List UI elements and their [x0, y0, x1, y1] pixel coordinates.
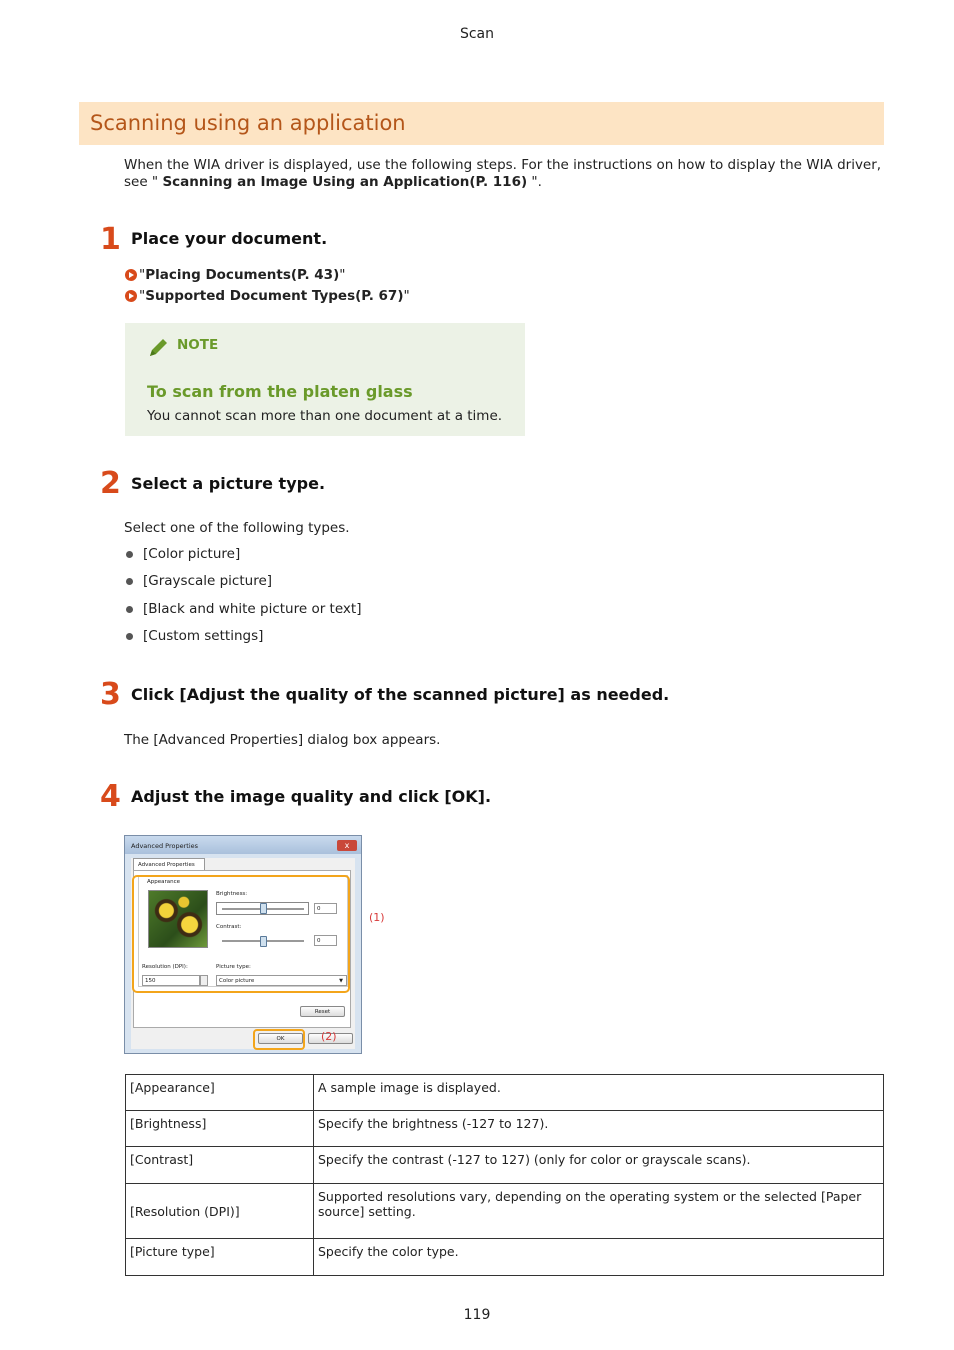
table-row — [126, 1111, 884, 1147]
quote-close: " — [403, 288, 410, 304]
list-item — [126, 601, 361, 617]
section-heading-band — [79, 102, 884, 145]
callout-1: (1) — [369, 911, 385, 924]
link-supported-document-types[interactable] — [125, 288, 410, 304]
note-heading: To scan from the platen glass — [147, 382, 413, 401]
table-value: Specify the contrast (-127 to 127) (only for color or grayscale scans). — [314, 1147, 884, 1184]
step-title: Adjust the image quality and click [OK]. — [131, 787, 492, 806]
close-icon[interactable]: x — [337, 840, 357, 851]
brightness-label: Brightness: — [216, 891, 248, 897]
table-value: Specify the brightness (-127 to 127). — [314, 1111, 884, 1147]
table-value: A sample image is displayed. — [314, 1075, 884, 1111]
highlight-appearance — [132, 875, 350, 993]
quote-close: " — [339, 267, 346, 283]
table-key: [Picture type] — [126, 1239, 314, 1276]
table-row — [126, 1147, 884, 1184]
properties-table — [125, 1074, 884, 1276]
arrow-right-circle-icon — [125, 269, 137, 281]
dialog-title: Advanced Properties — [131, 842, 199, 850]
dialog-titlebar — [125, 836, 361, 854]
resolution-field[interactable]: 150 — [142, 975, 200, 986]
table-value: Supported resolutions vary, depending on the operating system or the selected [Paper source] setting. — [314, 1184, 884, 1239]
tab-advanced-properties[interactable]: Advanced Properties — [133, 858, 205, 870]
picture-type-label: Picture type: — [216, 964, 251, 970]
highlight-ok — [253, 1029, 305, 1050]
table-value: Specify the color type. — [314, 1239, 884, 1276]
picture-type-value: Color picture — [219, 978, 255, 984]
step2-intro: Select one of the following types. — [124, 520, 350, 536]
list-item-text: [Color picture] — [143, 546, 241, 562]
quote-open: " — [139, 267, 146, 283]
table-key: [Brightness] — [126, 1111, 314, 1147]
bullet-icon — [126, 551, 133, 558]
contrast-label: Contrast: — [216, 924, 242, 930]
bullet-icon — [126, 606, 133, 613]
note-label: NOTE — [177, 337, 219, 353]
intro-text: When the WIA driver is displayed, use the following steps. For the instructions on how to display the WIA driver, see " — [124, 157, 882, 190]
bullet-icon — [126, 578, 133, 585]
table-key: [Resolution (DPI)] — [126, 1184, 314, 1239]
list-item-text: [Black and white picture or text] — [143, 601, 362, 617]
quote-open: " — [139, 288, 146, 304]
reset-button[interactable]: Reset — [300, 1006, 345, 1017]
step-title: Click [Adjust the quality of the scanned picture] as needed. — [131, 685, 670, 704]
intro-link[interactable]: Scanning an Image Using an Application(P. 116) — [162, 174, 528, 190]
step-number: 3 — [100, 677, 121, 712]
pencil-icon — [147, 335, 171, 359]
note-body: You cannot scan more than one document at a time. — [147, 408, 503, 424]
table-row — [126, 1184, 884, 1239]
step3-text: The [Advanced Properties] dialog box appears. — [124, 732, 441, 748]
callout-2: (2) — [321, 1030, 337, 1043]
bullet-icon — [126, 633, 133, 640]
step-number: 2 — [100, 466, 121, 501]
section-title: Scanning using an application — [90, 111, 406, 135]
step-title: Place your document. — [131, 229, 328, 248]
list-item — [126, 628, 263, 644]
list-item — [126, 573, 272, 589]
appearance-label: Appearance — [147, 879, 181, 885]
intro-paragraph — [124, 157, 884, 191]
list-item — [126, 546, 240, 562]
table-key: [Contrast] — [126, 1147, 314, 1184]
intro-text-end: ". — [527, 174, 542, 190]
step-number: 1 — [100, 222, 121, 257]
page-number: 119 — [463, 1307, 491, 1323]
table-row — [126, 1239, 884, 1276]
contrast-value-field[interactable]: 0 — [314, 935, 337, 946]
resolution-label: Resolution (DPI): — [142, 964, 188, 970]
link-text[interactable]: Placing Documents(P. 43) — [145, 267, 340, 283]
table-key: [Appearance] — [126, 1075, 314, 1111]
step-title: Select a picture type. — [131, 474, 326, 493]
chevron-down-icon: ▼ — [339, 978, 343, 984]
running-header: Scan — [459, 26, 495, 42]
list-item-text: [Custom settings] — [143, 628, 264, 644]
brightness-value-field[interactable]: 0 — [314, 903, 337, 914]
list-item-text: [Grayscale picture] — [143, 573, 273, 589]
link-placing-documents[interactable] — [125, 267, 345, 283]
arrow-right-circle-icon — [125, 290, 137, 302]
table-row — [126, 1075, 884, 1111]
note-box — [125, 323, 525, 436]
ok-button[interactable]: OK — [258, 1033, 303, 1044]
link-text[interactable]: Supported Document Types(P. 67) — [145, 288, 404, 304]
step-number: 4 — [100, 779, 121, 814]
